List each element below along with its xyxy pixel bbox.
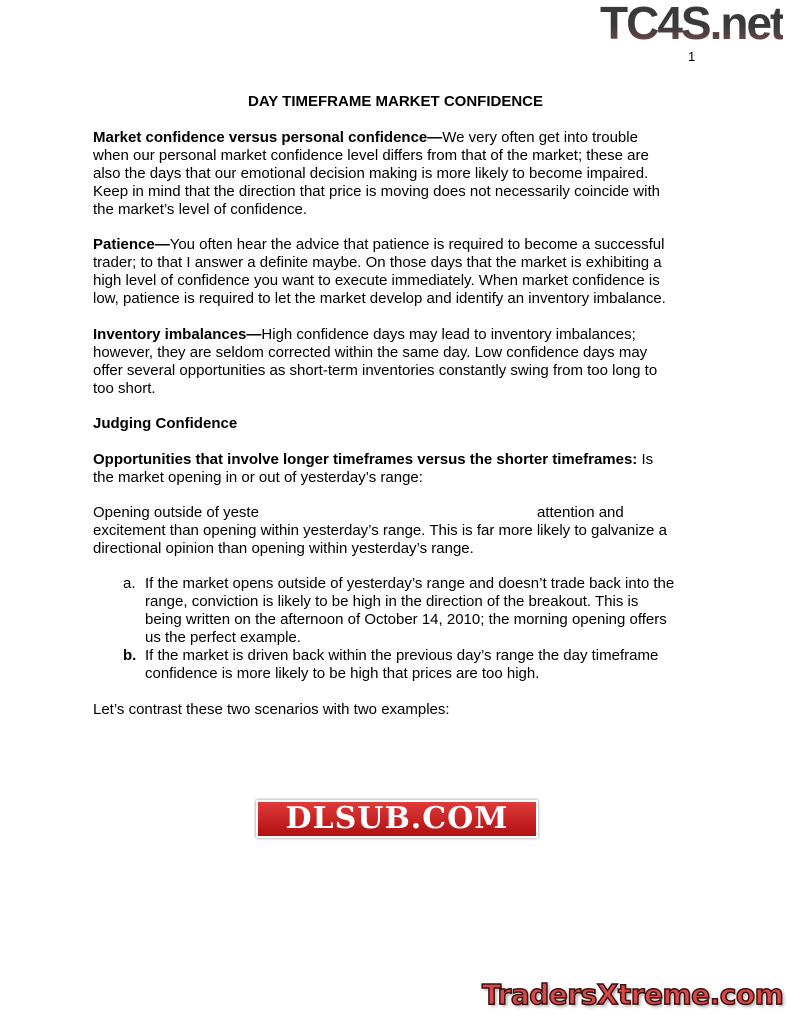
paragraph-line: [93, 451, 653, 469]
paragraph-line: the market opening in or out of yesterday’s range:: [93, 469, 423, 486]
paragraph-line: Opening outside of yeste: [93, 504, 259, 521]
tc4s-logo: TC4S.net: [600, 0, 784, 49]
section-heading: Judging Confidence: [93, 415, 238, 432]
paragraph-line: Keep in mind that the direction that price is moving does not necessarily coincide with: [93, 183, 660, 200]
paragraph-line: also the days that our emotional decision making is more likely to become impaired.: [93, 165, 649, 182]
paragraph-text: We very often get into trouble: [442, 129, 638, 146]
list-marker: b.: [123, 647, 137, 664]
tradersxtreme-logo: TradersXtreme.com: [482, 978, 784, 1011]
list-line: confidence is more likely to be high that prices are too high.: [145, 665, 540, 682]
paragraph-text: High confidence days may lead to inventory imbalances;: [261, 326, 636, 343]
page-title: DAY TIMEFRAME MARKET CONFIDENCE: [247, 93, 543, 110]
paragraph-line: trader; to that I answer a definite maybe. On those days that the market is exhibiting a: [93, 254, 662, 271]
paragraph-lead: Patience—: [93, 236, 170, 253]
paragraph-line: attention and: [537, 504, 624, 521]
page-number: 1: [688, 49, 696, 64]
paragraph-line: offer several opportunities as short-term inventories constantly swing from too long to: [93, 362, 658, 379]
paragraph-line: [93, 129, 638, 147]
list-marker: a.: [123, 575, 136, 592]
paragraph-line: excitement than opening within yesterday’s range. This is far more likely to galvanize a: [93, 522, 667, 539]
paragraph-lead: Inventory imbalances—: [93, 326, 262, 343]
list-line: being written on the afternoon of October 14, 2010; the morning opening offers: [145, 611, 667, 628]
list-line: If the market is driven back within the previous day’s range the day timeframe: [145, 647, 659, 664]
paragraph-text: Is: [637, 451, 654, 468]
dlsub-watermark: DLSUB.COM: [256, 800, 538, 838]
list-line: range, conviction is likely to be high in the direction of the breakout. This is: [145, 593, 639, 610]
closing-line: Let’s contrast these two scenarios with two examples:: [93, 701, 450, 718]
paragraph-line: however, they are seldom corrected within the same day. Low confidence days may: [93, 344, 648, 361]
paragraph-text: You often hear the advice that patience is required to become a successful: [169, 236, 665, 253]
list-line: If the market opens outside of yesterday’s range and doesn’t trade back into the: [145, 575, 675, 592]
paragraph-lead: Opportunities that involve longer timeframes versus the shorter timeframes:: [93, 451, 638, 468]
paragraph-line: when our personal market confidence level differs from that of the market; these are: [93, 147, 649, 164]
paragraph-line: high level of confidence you want to execute immediately. When market confidence is: [93, 272, 660, 289]
paragraph-line: the market’s level of confidence.: [93, 201, 308, 218]
paragraph-lead: Market confidence versus personal confidence—: [93, 129, 443, 146]
paragraph-line: directional opinion than opening within yesterday’s range.: [93, 540, 474, 557]
paragraph-line: [93, 326, 636, 344]
list-line: us the perfect example.: [145, 629, 301, 646]
paragraph-line: too short.: [93, 380, 156, 397]
paragraph-line: [93, 236, 664, 254]
paragraph-line: low, patience is required to let the market develop and identify an inventory imbalance.: [93, 290, 666, 307]
